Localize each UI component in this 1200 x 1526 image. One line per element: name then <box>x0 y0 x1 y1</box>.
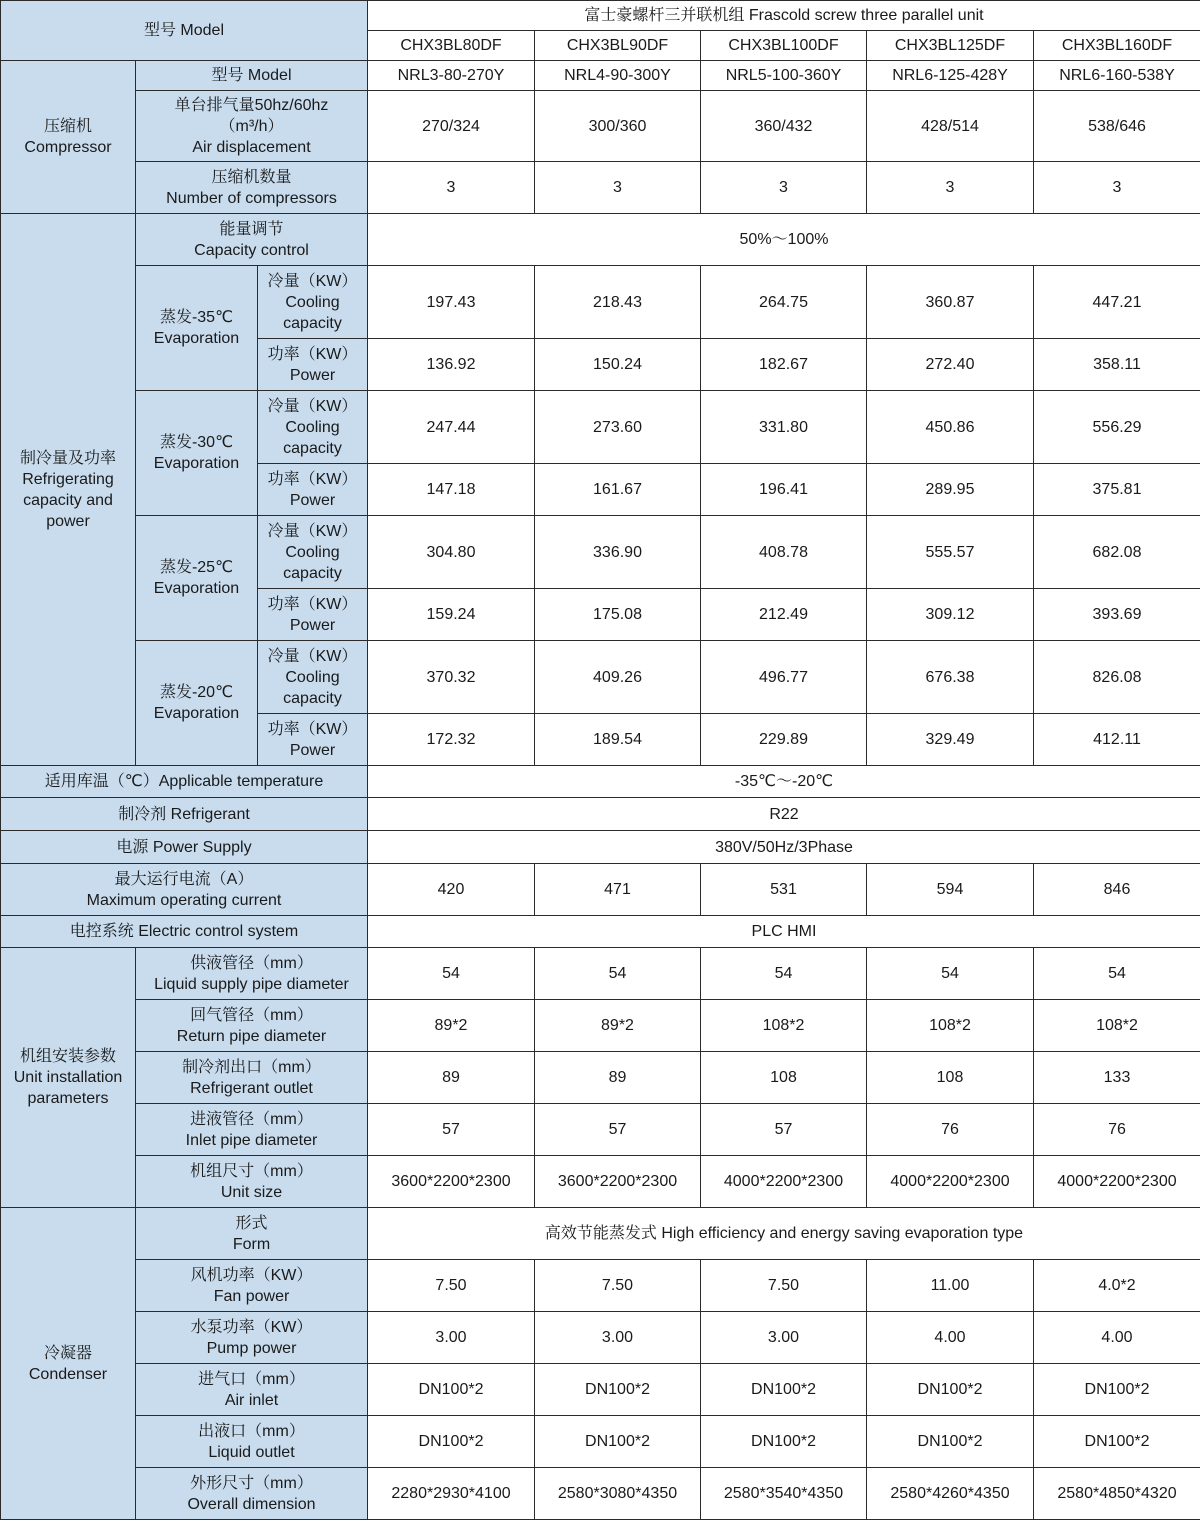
value-cell: 197.43 <box>368 266 535 339</box>
value-cell: 496.77 <box>701 641 867 714</box>
evaporation-label <box>136 641 258 766</box>
row-label <box>136 948 368 1000</box>
row-label: 电源 Power Supply <box>1 831 368 864</box>
condenser-form-row <box>1 1208 1200 1260</box>
value-cell: 3 <box>701 162 867 214</box>
evaporation-label-line: 蒸发-20℃ <box>159 684 234 701</box>
value-cell: 76 <box>867 1104 1034 1156</box>
value-cell: NRL6-125-428Y <box>867 61 1034 91</box>
row-label-line: 能量调节 <box>219 220 284 238</box>
value-cell: 3.00 <box>535 1312 701 1364</box>
value-cell: 54 <box>368 948 535 1000</box>
value-cell: 7.50 <box>368 1260 535 1312</box>
value-cell: DN100*2 <box>867 1364 1034 1416</box>
row-label-line: Unit size <box>220 1183 283 1201</box>
row-label-line: 进气口（mm） <box>198 1370 305 1388</box>
power-label <box>258 339 368 391</box>
value-cell: 89*2 <box>535 1000 701 1052</box>
cooling-capacity-label-line: capacity <box>283 439 342 457</box>
row-label-line: Inlet pipe diameter <box>185 1131 318 1149</box>
value-cell: NRL6-160-538Y <box>1034 61 1200 91</box>
value-cell: 7.50 <box>535 1260 701 1312</box>
value-cell: 447.21 <box>1034 266 1200 339</box>
value-cell: 108 <box>701 1052 867 1104</box>
value-cell: NRL4-90-300Y <box>535 61 701 91</box>
cooling-capacity-label-line: capacity <box>283 689 342 707</box>
value-cell: 2580*3080*4350 <box>535 1468 701 1520</box>
cooling-capacity-label <box>258 266 368 339</box>
value-cell: 172.32 <box>368 714 535 766</box>
row-label-line: Maximum operating current <box>86 891 282 909</box>
max-current-row <box>1 864 1200 916</box>
compressor-section-label-line: Compressor <box>24 139 112 156</box>
value-cell: 76 <box>1034 1104 1200 1156</box>
row-label-line: 单台排气量50hz/60hz <box>174 96 329 114</box>
value-cell: 2580*4850*4320 <box>1034 1468 1200 1520</box>
value-cell: 108 <box>867 1052 1034 1104</box>
value-cell: 54 <box>867 948 1034 1000</box>
compressor-section-label <box>1 61 136 214</box>
power-label-line: Power <box>289 616 336 634</box>
row-label: 制冷剂 Refrigerant <box>1 798 368 831</box>
row-label-line: Liquid supply pipe diameter <box>154 975 349 993</box>
value-cell: 189.54 <box>535 714 701 766</box>
row-label <box>136 91 368 162</box>
value-cell: 272.40 <box>867 339 1034 391</box>
value-cell: 428/514 <box>867 91 1034 162</box>
power-label-line: 功率（KW） <box>267 345 358 363</box>
power-label-line: 功率（KW） <box>267 720 358 738</box>
value-cell: 331.80 <box>701 391 867 464</box>
value-cell: 408.78 <box>701 516 867 589</box>
value-cell: 54 <box>535 948 701 1000</box>
row-label <box>136 1468 368 1520</box>
value-cell: 54 <box>1034 948 1200 1000</box>
value-cell: 409.26 <box>535 641 701 714</box>
compressor-count-row <box>1 162 1200 214</box>
value-cell: DN100*2 <box>535 1364 701 1416</box>
row-label-line: 供液管径（mm） <box>190 954 313 972</box>
condenser-row <box>1 1260 1200 1312</box>
condenser-row <box>1 1312 1200 1364</box>
row-label: 电控系统 Electric control system <box>1 916 368 948</box>
evaporation-label-line: 蒸发-35℃ <box>159 309 234 326</box>
evaporation-label-line: Evaporation <box>153 455 240 472</box>
unit-model-name: CHX3BL90DF <box>535 31 701 61</box>
row-label-line: Pump power <box>206 1339 297 1357</box>
value-cell: DN100*2 <box>535 1416 701 1468</box>
row-label <box>136 1416 368 1468</box>
header-row <box>1 1 1200 31</box>
row-label-line: Overall dimension <box>187 1495 316 1513</box>
row-label-line: Return pipe diameter <box>176 1027 327 1045</box>
unit-model-name: CHX3BL100DF <box>701 31 867 61</box>
unit-model-name: CHX3BL80DF <box>368 31 535 61</box>
row-label-line: 出液口（mm） <box>198 1422 305 1440</box>
value-cell: 304.80 <box>368 516 535 589</box>
value-cell: 182.67 <box>701 339 867 391</box>
value-cell: 196.41 <box>701 464 867 516</box>
value-cell: 264.75 <box>701 266 867 339</box>
row-label-line: Capacity control <box>194 241 309 259</box>
value-cell: 273.60 <box>535 391 701 464</box>
cooling-capacity-row <box>1 641 1200 714</box>
value-cell: 370.32 <box>368 641 535 714</box>
value-cell: 229.89 <box>701 714 867 766</box>
value-cell: DN100*2 <box>701 1364 867 1416</box>
control-system-row <box>1 916 1200 948</box>
condenser-section-label <box>1 1208 136 1520</box>
value-cell: 336.90 <box>535 516 701 589</box>
row-label-line: Form <box>232 1235 271 1253</box>
value-cell: 4.00 <box>867 1312 1034 1364</box>
evaporation-label-line: Evaporation <box>153 580 240 597</box>
value-cell: 3 <box>535 162 701 214</box>
control-system-value: PLC HMI <box>368 916 1200 948</box>
row-label-line: 外形尺寸（mm） <box>190 1474 313 1492</box>
evaporation-label <box>136 516 258 641</box>
power-label <box>258 464 368 516</box>
row-label <box>136 1000 368 1052</box>
row-label <box>136 1260 368 1312</box>
unit-model-name: CHX3BL160DF <box>1034 31 1200 61</box>
refrigeration-section-label-line: Refrigerating <box>22 470 114 488</box>
row-label <box>1 864 368 916</box>
value-cell: 556.29 <box>1034 391 1200 464</box>
value-cell: 360.87 <box>867 266 1034 339</box>
row-label-line: 回气管径（mm） <box>190 1006 313 1024</box>
value-cell: 375.81 <box>1034 464 1200 516</box>
compressor-section-label-line: 压缩机 <box>43 118 92 135</box>
temperature-value: -35℃～-20℃ <box>368 766 1200 798</box>
value-cell: 3.00 <box>368 1312 535 1364</box>
cooling-capacity-label-line: capacity <box>283 314 342 332</box>
value-cell: 420 <box>368 864 535 916</box>
power-label-line: Power <box>289 741 336 759</box>
value-cell: 3600*2200*2300 <box>368 1156 535 1208</box>
cooling-capacity-label-line: 冷量（KW） <box>267 397 358 415</box>
model-header-label: 型号 Model <box>1 1 368 61</box>
row-label-line: 最大运行电流（A） <box>114 870 254 888</box>
evaporation-label-line: Evaporation <box>153 330 240 347</box>
value-cell: 309.12 <box>867 589 1034 641</box>
cooling-capacity-label <box>258 391 368 464</box>
row-label <box>136 162 368 214</box>
unit-series-title: 富士豪螺杆三并联机组 Frascold screw three parallel unit <box>368 1 1200 31</box>
value-cell: 4000*2200*2300 <box>701 1156 867 1208</box>
cooling-capacity-label <box>258 516 368 589</box>
row-label <box>136 1104 368 1156</box>
row-label-line: （m³/h） <box>219 117 284 135</box>
installation-row <box>1 1156 1200 1208</box>
value-cell: 4000*2200*2300 <box>1034 1156 1200 1208</box>
installation-row <box>1 1104 1200 1156</box>
value-cell: 555.57 <box>867 516 1034 589</box>
row-label-line: 形式 <box>235 1214 268 1232</box>
row-label-line: Liquid outlet <box>208 1443 295 1461</box>
installation-section-label-line: Unit installation <box>13 1069 123 1086</box>
condenser-form-value: 高效节能蒸发式 High efficiency and energy saving evaporation type <box>368 1208 1200 1260</box>
row-label <box>136 214 368 266</box>
cooling-capacity-label-line: Cooling <box>285 418 340 436</box>
row-label-line: Refrigerant outlet <box>190 1079 313 1097</box>
value-cell: DN100*2 <box>867 1416 1034 1468</box>
value-cell: 7.50 <box>701 1260 867 1312</box>
value-cell: 147.18 <box>368 464 535 516</box>
value-cell: 471 <box>535 864 701 916</box>
row-label: 型号 Model <box>136 61 368 91</box>
value-cell: 212.49 <box>701 589 867 641</box>
value-cell: 175.08 <box>535 589 701 641</box>
row-label-line: 压缩机数量 <box>211 168 292 186</box>
value-cell: 2580*4260*4350 <box>867 1468 1034 1520</box>
value-cell: 4.00 <box>1034 1312 1200 1364</box>
power-label-line: Power <box>289 491 336 509</box>
value-cell: 54 <box>701 948 867 1000</box>
value-cell: 133 <box>1034 1052 1200 1104</box>
value-cell: 3.00 <box>701 1312 867 1364</box>
cooling-capacity-row <box>1 516 1200 589</box>
refrigeration-section-label-line: capacity and <box>23 491 113 509</box>
capacity-control-row <box>1 214 1200 266</box>
value-cell: 159.24 <box>368 589 535 641</box>
value-cell: DN100*2 <box>701 1416 867 1468</box>
value-cell: 4000*2200*2300 <box>867 1156 1034 1208</box>
value-cell: 11.00 <box>867 1260 1034 1312</box>
evaporation-label-line: 蒸发-30℃ <box>159 434 234 451</box>
cooling-capacity-label <box>258 641 368 714</box>
value-cell: 89 <box>535 1052 701 1104</box>
value-cell: 412.11 <box>1034 714 1200 766</box>
evaporation-label <box>136 266 258 391</box>
row-label <box>136 1312 368 1364</box>
installation-row <box>1 1000 1200 1052</box>
air-displacement-row <box>1 91 1200 162</box>
value-cell: 3 <box>1034 162 1200 214</box>
installation-row <box>1 1052 1200 1104</box>
row-label-line: 机组尺寸（mm） <box>190 1162 313 1180</box>
value-cell: 2280*2930*4100 <box>368 1468 535 1520</box>
value-cell: 218.43 <box>535 266 701 339</box>
value-cell: 136.92 <box>368 339 535 391</box>
condenser-row <box>1 1468 1200 1520</box>
value-cell: 247.44 <box>368 391 535 464</box>
refrigerant-value: R22 <box>368 798 1200 831</box>
power-label <box>258 714 368 766</box>
installation-section-label <box>1 948 136 1208</box>
value-cell: 826.08 <box>1034 641 1200 714</box>
value-cell: 89 <box>368 1052 535 1104</box>
cooling-capacity-label-line: Cooling <box>285 293 340 311</box>
row-label <box>136 1052 368 1104</box>
value-cell: 3600*2200*2300 <box>535 1156 701 1208</box>
value-cell: 538/646 <box>1034 91 1200 162</box>
power-supply-row <box>1 831 1200 864</box>
value-cell: 57 <box>368 1104 535 1156</box>
condenser-section-label-line: 冷凝器 <box>43 1344 92 1362</box>
row-label-line: Number of compressors <box>166 189 337 207</box>
value-cell: 358.11 <box>1034 339 1200 391</box>
condenser-row <box>1 1416 1200 1468</box>
value-cell: 531 <box>701 864 867 916</box>
value-cell: 300/360 <box>535 91 701 162</box>
cooling-capacity-label-line: 冷量（KW） <box>267 522 358 540</box>
cooling-capacity-label-line: 冷量（KW） <box>267 647 358 665</box>
cooling-capacity-row <box>1 266 1200 339</box>
power-supply-value: 380V/50Hz/3Phase <box>368 831 1200 864</box>
row-label-line: 水泵功率（KW） <box>190 1318 313 1336</box>
evaporation-label-line: 蒸发-25℃ <box>159 559 234 576</box>
installation-row <box>1 948 1200 1000</box>
value-cell: DN100*2 <box>368 1364 535 1416</box>
row-label-line: 进液管径（mm） <box>190 1110 313 1128</box>
value-cell: 108*2 <box>701 1000 867 1052</box>
value-cell: 676.38 <box>867 641 1034 714</box>
refrigeration-section-label-line: 制冷量及功率 <box>19 449 116 467</box>
value-cell: 594 <box>867 864 1034 916</box>
value-cell: 108*2 <box>1034 1000 1200 1052</box>
value-cell: 150.24 <box>535 339 701 391</box>
row-label-line: Air displacement <box>192 138 311 156</box>
value-cell: DN100*2 <box>1034 1364 1200 1416</box>
value-cell: 846 <box>1034 864 1200 916</box>
power-label-line: 功率（KW） <box>267 470 358 488</box>
power-label-line: Power <box>289 366 336 384</box>
spec-table-body <box>1 1 1200 1520</box>
value-cell: DN100*2 <box>368 1416 535 1468</box>
power-label <box>258 589 368 641</box>
condenser-row <box>1 1364 1200 1416</box>
evaporation-label-line: Evaporation <box>153 705 240 722</box>
value-cell: 270/324 <box>368 91 535 162</box>
row-label-line: 制冷剂出口（mm） <box>182 1058 321 1076</box>
row-label <box>136 1208 368 1260</box>
value-cell: 3 <box>867 162 1034 214</box>
row-label-line: Fan power <box>213 1287 290 1305</box>
value-cell: 289.95 <box>867 464 1034 516</box>
row-label <box>136 1156 368 1208</box>
cooling-capacity-label-line: Cooling <box>285 543 340 561</box>
value-cell: 393.69 <box>1034 589 1200 641</box>
capacity-control-value: 50%～100% <box>368 214 1200 266</box>
value-cell: 3 <box>368 162 535 214</box>
temperature-row <box>1 766 1200 798</box>
refrigeration-section-label-line: power <box>46 512 90 530</box>
cooling-capacity-row <box>1 391 1200 464</box>
unit-model-name: CHX3BL125DF <box>867 31 1034 61</box>
cooling-capacity-label-line: 冷量（KW） <box>267 272 358 290</box>
value-cell: 360/432 <box>701 91 867 162</box>
compressor-model-row <box>1 61 1200 91</box>
row-label-line: Air inlet <box>224 1391 279 1409</box>
value-cell: 2580*3540*4350 <box>701 1468 867 1520</box>
value-cell: 329.49 <box>867 714 1034 766</box>
value-cell: 4.0*2 <box>1034 1260 1200 1312</box>
value-cell: DN100*2 <box>1034 1416 1200 1468</box>
row-label <box>136 1364 368 1416</box>
value-cell: 450.86 <box>867 391 1034 464</box>
cooling-capacity-label-line: Cooling <box>285 668 340 686</box>
value-cell: 89*2 <box>368 1000 535 1052</box>
value-cell: 682.08 <box>1034 516 1200 589</box>
evaporation-label <box>136 391 258 516</box>
value-cell: 108*2 <box>867 1000 1034 1052</box>
installation-section-label-line: parameters <box>27 1090 109 1107</box>
row-label-line: 风机功率（KW） <box>190 1266 313 1284</box>
value-cell: 161.67 <box>535 464 701 516</box>
value-cell: NRL5-100-360Y <box>701 61 867 91</box>
power-label-line: 功率（KW） <box>267 595 358 613</box>
refrigerant-row <box>1 798 1200 831</box>
cooling-capacity-label-line: capacity <box>283 564 342 582</box>
value-cell: NRL3-80-270Y <box>368 61 535 91</box>
value-cell: 57 <box>701 1104 867 1156</box>
row-label: 适用库温（℃）Applicable temperature <box>1 766 368 798</box>
value-cell: 57 <box>535 1104 701 1156</box>
installation-section-label-line: 机组安装参数 <box>19 1048 116 1065</box>
refrigeration-section-label <box>1 214 136 766</box>
condenser-section-label-line: Condenser <box>28 1365 108 1383</box>
